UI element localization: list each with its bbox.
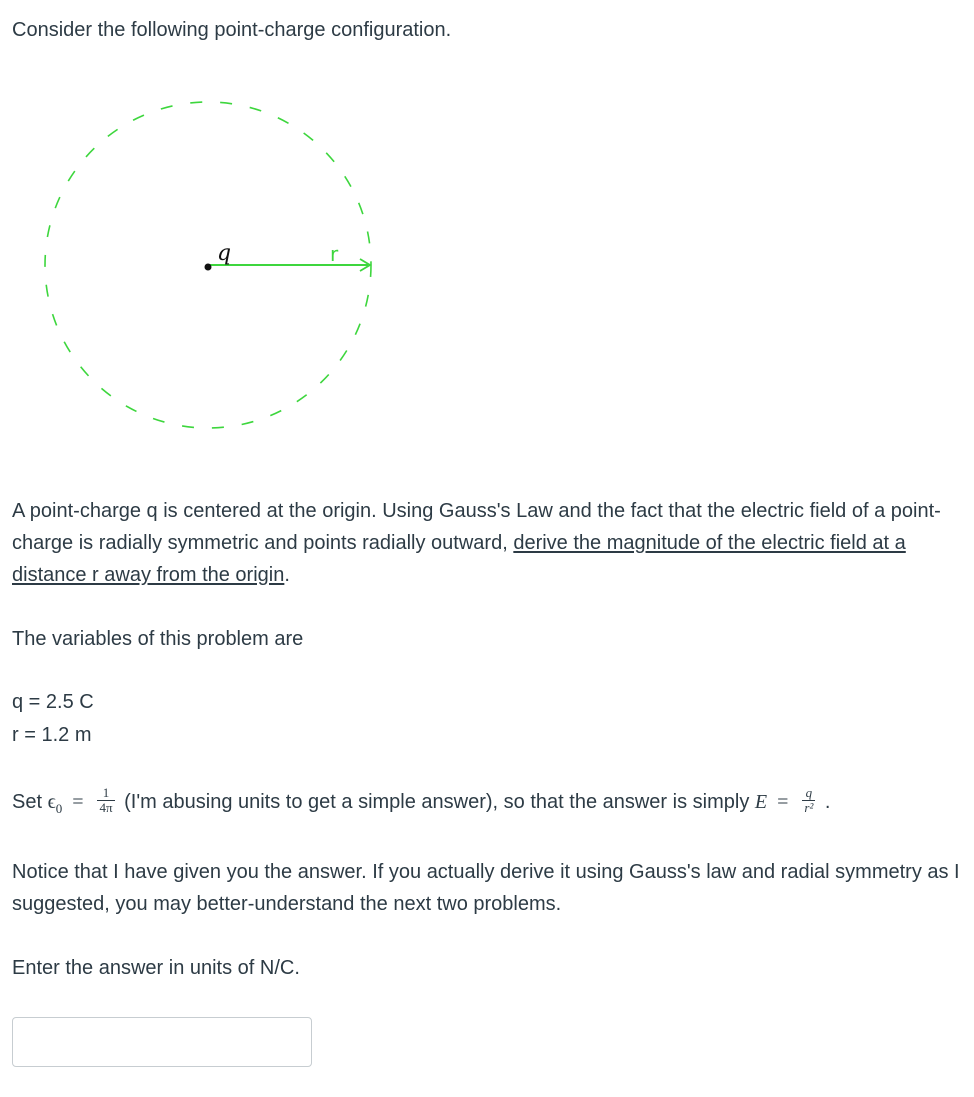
charge-label: q bbox=[217, 241, 232, 266]
fraction-one-over-four-pi: $\frac{1}{4\pi}$ bbox=[99, 785, 113, 816]
derive-link[interactable]: derive the magnitude of the electric field at a distance r away from the origin bbox=[12, 532, 906, 586]
problem-description bbox=[12, 495, 962, 591]
radius-label: r bbox=[330, 242, 339, 266]
epsilon-middle-text: (I'm abusing units to get a simple answer), so that the answer is simply bbox=[124, 791, 750, 813]
intro-text: Consider the following point-charge configuration. bbox=[12, 19, 452, 41]
equals-sign-2: = bbox=[777, 791, 789, 813]
answer-input[interactable] bbox=[12, 1017, 312, 1067]
description-part2: . bbox=[284, 564, 290, 586]
epsilon-end-period: . bbox=[824, 791, 831, 813]
set-text: Set bbox=[12, 791, 43, 813]
point-charge-dot bbox=[205, 264, 212, 271]
enter-instruction: Enter the answer in units of N/C. bbox=[12, 957, 300, 979]
point-charge-figure bbox=[30, 90, 390, 450]
variable-r: r = 1.2 m bbox=[12, 724, 92, 746]
e-symbol: E bbox=[754, 791, 768, 813]
description-part1: A point-charge q is centered at the origin. Using Gauss's Law and the fact that the electric field of a point-charge is radially symmetric and points radially outward, bbox=[12, 500, 941, 554]
fraction-q-over-r-squared: $\frac{q}{\text{r²}}$ bbox=[804, 785, 814, 816]
variable-q: q = 2.5 C bbox=[12, 691, 94, 713]
equals-sign-1: = bbox=[72, 791, 84, 813]
variables-intro: The variables of this problem are bbox=[12, 628, 304, 650]
notice-text: Notice that I have given you the answer. If you actually derive it using Gauss's law and radial symmetry as I suggested, you may better-understand the next two problems. bbox=[12, 861, 960, 915]
epsilon-symbol: $\epsilon_0$ bbox=[47, 791, 63, 816]
epsilon-line bbox=[12, 786, 830, 825]
